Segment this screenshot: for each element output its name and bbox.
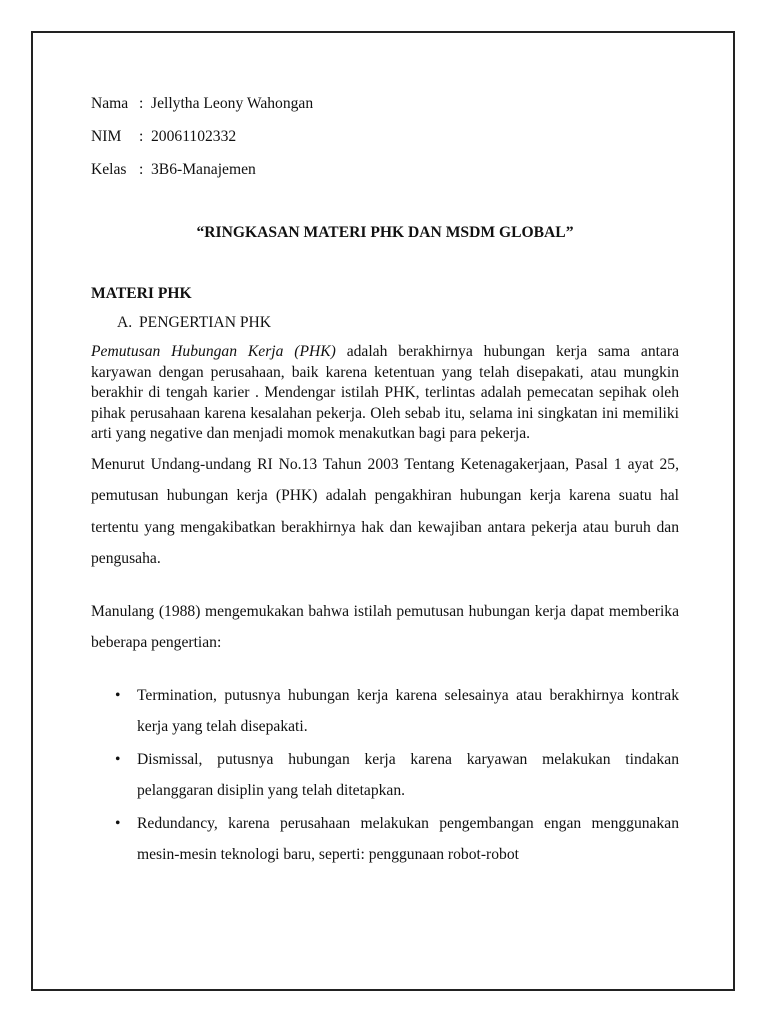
list-item-text: Redundancy, karena perusahaan melakukan pengembangan engan menggunakan mesin-mesin teknologi baru, seperti: penggunaan robot-robot	[137, 814, 679, 863]
subsection-letter: A.	[117, 314, 133, 331]
list-item	[91, 744, 679, 807]
section-title: MATERI PHK	[91, 285, 192, 302]
document-title: “RINGKASAN MATERI PHK DAN MSDM GLOBAL”	[196, 224, 574, 241]
definition-list	[91, 680, 679, 871]
document-body	[91, 92, 679, 872]
nim-value: 20061102332	[151, 128, 237, 145]
class-value: 3B6-Manajemen	[151, 161, 256, 178]
subsection-heading	[91, 311, 679, 335]
list-item-text: Dismissal, putusnya hubungan kerja karena karyawan melakukan tindakan pelanggaran disiplin yang telah ditetapkan.	[137, 750, 679, 799]
class-separator: :	[139, 161, 144, 178]
bullet-icon: •	[115, 686, 121, 704]
name-label: Nama	[91, 95, 129, 112]
name-separator: :	[139, 95, 144, 112]
italic-term: Pemutusan Hubungan Kerja (PHK)	[91, 343, 336, 360]
list-item	[91, 680, 679, 743]
subsection-title: PENGERTIAN PHK	[139, 314, 272, 331]
paragraph-definition-text: adalah berakhirnya hubungan kerja sama antara karyawan dengan perusahaan, baik karena ketentuan yang telah disepakati, atau mungkin berakhir di tengah karier . Mendengar istilah PHK, terlintas adalah pemecatan sepihak oleh pihak perusahaan karena kesalahan pekerja. Oleh sebab itu, selama ini singkatan ini memiliki arti yang negative dan menjadi momok menakutkan bagi para pekerja.	[91, 343, 679, 442]
name-row	[91, 92, 679, 125]
paragraph-definition	[91, 342, 679, 445]
list-item	[91, 808, 679, 871]
name-value: Jellytha Leony Wahongan	[151, 95, 314, 112]
paragraph-manulang: Manulang (1988) mengemukakan bahwa istilah pemutusan hubungan kerja dapat memberika beberapa pengertian:	[91, 602, 679, 651]
class-row	[91, 158, 679, 191]
paragraph-law: Menurut Undang-undang RI No.13 Tahun 2003 Tentang Ketenagakerjaan, Pasal 1 ayat 25, pemutusan hubungan kerja (PHK) adalah pengakhiran hubungan kerja karena suatu hal tertentu yang mengakibatkan berakhirnya hak dan kewajiban antara pekerja atau buruh dan pengusaha.	[91, 455, 679, 567]
list-item-text: Termination, putusnya hubungan kerja karena selesainya atau berakhirnya kontrak kerja yang telah disepakati.	[137, 686, 679, 735]
nim-row	[91, 125, 679, 158]
class-label: Kelas	[91, 161, 127, 178]
nim-separator: :	[139, 128, 144, 145]
nim-label: NIM	[91, 128, 122, 145]
bullet-icon: •	[115, 750, 121, 768]
bullet-icon: •	[115, 814, 121, 832]
